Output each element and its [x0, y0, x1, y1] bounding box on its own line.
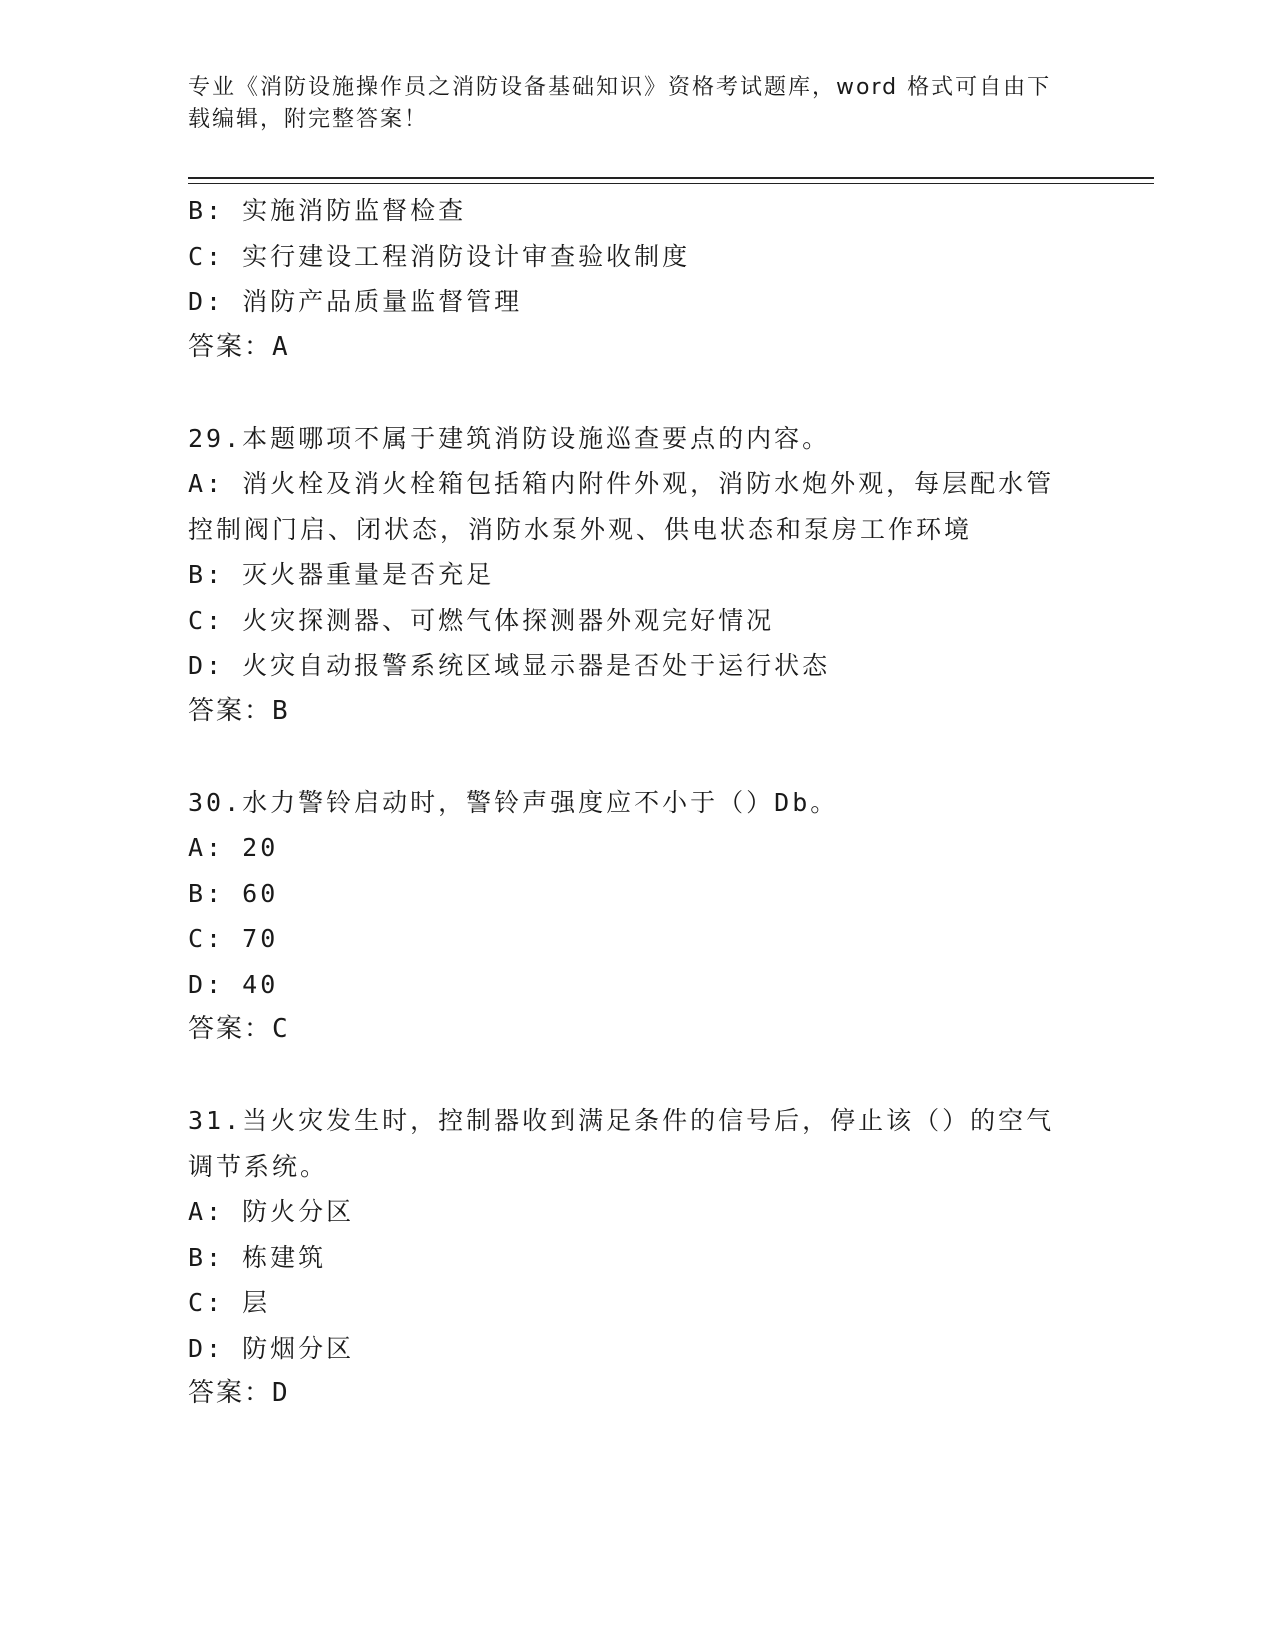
document-header: [188, 72, 1068, 136]
option-d: D: 消防产品质量监督管理: [188, 287, 523, 316]
question-stem: 31.当火灾发生时，控制器收到满足条件的信号后，停止该（）的空气: [188, 1106, 1055, 1135]
option-c: C: 层: [188, 1288, 271, 1317]
answer-line: [188, 1007, 1088, 1053]
question-block-28-continued: [188, 188, 1088, 370]
header-divider-thick: [188, 177, 1154, 179]
spacer: [188, 734, 1088, 780]
answer-label: 答案：: [188, 1378, 273, 1408]
option-c: C: 70: [188, 924, 279, 953]
option-c: C: 实行建设工程消防设计审查验收制度: [188, 241, 691, 271]
answer-value: A: [272, 331, 290, 362]
question-stem: 29.本题哪项不属于建筑消防设施巡查要点的内容。: [188, 423, 831, 453]
option-b: B: 实施消防监督检查: [188, 196, 467, 225]
question-content: [188, 188, 1088, 1417]
spacer: [188, 370, 1088, 416]
option-d: D: 40: [188, 969, 279, 999]
option-a: A: 防火分区: [188, 1197, 355, 1226]
header-line-2: 载编辑，附完整答案！: [188, 107, 429, 132]
option-d: D: 火灾自动报警系统区域显示器是否处于运行状态: [188, 651, 831, 680]
question-block-31: [188, 1098, 1088, 1417]
answer-label: 答案：: [188, 695, 273, 726]
option-b: B: 栋建筑: [188, 1242, 327, 1272]
question-stem-continued: 调节系统。: [188, 1151, 329, 1181]
option-a-continued: 控制阀门启、闭状态，消防水泵外观、供电状态和泵房工作环境: [188, 514, 973, 544]
answer-label: 答案：: [188, 1014, 273, 1044]
answer-value: C: [272, 1014, 290, 1044]
spacer: [188, 1053, 1088, 1099]
option-a: A: 20: [188, 833, 279, 862]
answer-value: D: [272, 1378, 290, 1408]
question-block-29: [188, 416, 1088, 735]
question-block-30: [188, 780, 1088, 1053]
answer-label: 答案：: [188, 331, 273, 362]
header-divider-thin: [188, 183, 1154, 184]
option-b: B: 60: [188, 878, 279, 908]
question-stem: 30.水力警铃启动时，警铃声强度应不小于（）Db。: [188, 787, 839, 817]
option-d: D: 防烟分区: [188, 1333, 355, 1363]
answer-line: [188, 325, 1088, 371]
option-a: A: 消火栓及消火栓箱包括箱内附件外观，消防水炮外观，每层配水管: [188, 469, 1055, 498]
answer-value: B: [272, 695, 290, 726]
option-b: B: 灭火器重量是否充足: [188, 560, 495, 589]
option-c: C: 火灾探测器、可燃气体探测器外观完好情况: [188, 605, 775, 635]
answer-line: [188, 689, 1088, 735]
answer-line: [188, 1371, 1088, 1417]
header-line-1: 专业《消防设施操作员之消防设备基础知识》资格考试题库，word 格式可自由下: [188, 75, 1052, 100]
